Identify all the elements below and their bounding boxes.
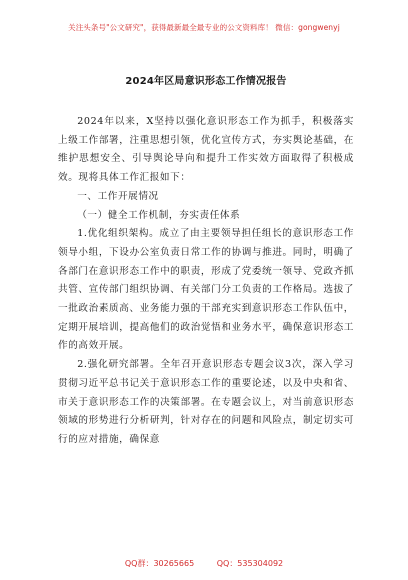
promo-header: 关注头条号"公文研究"，获得最新最全最专业的公文资料库！ 微信：gongwenyj <box>68 23 340 32</box>
document-body <box>58 113 354 450</box>
intro-paragraph: 2024年以来，X坚持以强化意识形态工作为抓手，积极落实上级工作部署，注重思想引领，优化宣传方式，夯实舆论基础，在维护思想安全、引导舆论导向和提升工作实效方面取得了积极成效。现将具体工作汇报如下： <box>58 116 354 184</box>
paragraph-1: 1.优化组织架构。成立了由主要领导担任组长的意识形态工作领导小组，下设办公室负责日常工作的协调与推进。同时，明确了各部门在意识形态工作中的职责，形成了党委统一领导、党政齐抓共管、宣传部门组织协调、有关部门分工负责的工作格局。选拔了一批政治素质高、业务能力强的干部充实到意识形态工作队伍中，定期开展培训，提高他们的政治觉悟和业务水平，确保意识形态工作的高效开展。 <box>58 228 354 352</box>
qq-contact: QQ：535304092 <box>216 559 284 568</box>
subsection-heading: （一）健全工作机制，夯实责任体系 <box>77 209 241 221</box>
contact-footer <box>0 558 408 569</box>
document-page <box>58 40 354 450</box>
section-heading: 一、工作开展情况 <box>77 190 159 202</box>
qq-group: QQ群：30265665 <box>124 559 195 568</box>
paragraph-2: 2.强化研究部署。全年召开意识形态专题会议3次，深入学习贯彻习近平总书记关于意识形态工作的重要论述，以及中央和省、市关于意识形态工作的决策部署。在专题会议上，对当前意识形态领域的形势进行分析研判，针对存在的问题和风险点，制定切实可行的应对措施，确保意 <box>58 359 354 445</box>
document-title: 2024年区局意识形态工作情况报告 <box>125 76 287 87</box>
